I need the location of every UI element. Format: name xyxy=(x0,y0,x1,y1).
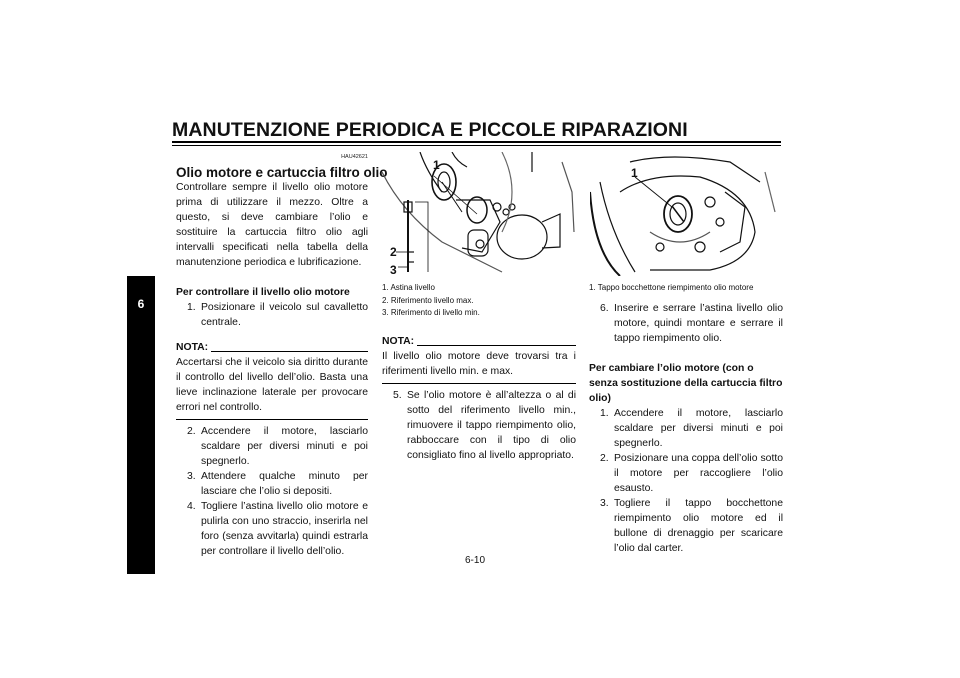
caption-1: 1. Astina livello xyxy=(382,283,435,292)
list-item: 1. Accendere il motore, lasciarlo scaldare per diversi minuti e poi spegnerlo. xyxy=(600,407,783,449)
nota-label: NOTA: xyxy=(382,335,415,347)
callout-2: 2 xyxy=(390,245,397,259)
column-1 xyxy=(176,150,388,559)
oil-cap-illustration xyxy=(590,152,782,276)
nota-end-rule xyxy=(382,383,576,384)
caption-1: 1. Tappo bocchettone riempimento olio motore xyxy=(589,283,754,292)
nota-header xyxy=(382,334,576,349)
list-item: 1. Posizionare il veicolo sul cavalletto centrale. xyxy=(187,302,368,328)
section-code: HAU42621 xyxy=(341,154,368,160)
change-heading: Per cambiare l’olio motore (con o senza sostituzione della cartuccia filtro olio) xyxy=(589,362,783,404)
nota-label: NOTA: xyxy=(176,342,209,353)
check-heading: Per controllare il livello olio motore xyxy=(176,287,350,298)
nota-text: Accertarsi che il veicolo sia diritto durante il controllo del livello dell’olio. Basta una lieve inclinazione laterale per provocare errori nel controllo. xyxy=(176,357,368,413)
nota-header xyxy=(176,340,368,355)
list-item: 3. Togliere il tappo bocchettone riempimento olio motore ed il bullone di drenaggio per scaricare l’olio dal carter. xyxy=(600,497,783,554)
column-2 xyxy=(382,282,576,463)
chapter-tab-number: 6 xyxy=(137,297,145,311)
nota-end-rule xyxy=(176,419,368,420)
callout-1: 1 xyxy=(631,166,638,180)
title-rule xyxy=(172,141,781,143)
page-title: MANUTENZIONE PERIODICA E PICCOLE RIPARAZIONI xyxy=(172,119,688,141)
list-item: 6. Inserire e serrare l’astina livello olio motore, quindi montare e serrare il tappo riempimento olio. xyxy=(600,302,783,344)
list-item: 5. Se l’olio motore è all’altezza o al di sotto del riferimento livello min., rimuovere il tappo riempimento olio, rabboccare con il tipo di olio consigliato fino al livello appropriato. xyxy=(393,389,576,461)
title-rule-thin xyxy=(172,145,781,146)
callout-1: 1 xyxy=(433,158,440,172)
list-item: 4. Togliere l’astina livello olio motore e pulirla con uno straccio, inserirla nel foro (senza avvitarla) quindi estrarla per controllare il livello dell’olio. xyxy=(187,501,368,557)
caption-2: 2. Riferimento livello max. xyxy=(382,295,474,305)
intro-paragraph: Controllare sempre il livello olio motore prima di utilizzare il mezzo. Oltre a questo, si deve cambiare l’olio e sostituire la cartuccia filtro olio agli intervalli specificati nella tabella della manutenzione periodica e lubrificazione. xyxy=(176,182,368,268)
list-item: 3. Attendere qualche minuto per lasciare che l’olio si depositi. xyxy=(187,471,368,497)
nota-text: Il livello olio motore deve trovarsi tra i riferimenti livello min. e max. xyxy=(382,350,576,377)
column-3 xyxy=(589,282,783,556)
chapter-tab xyxy=(127,276,155,574)
list-item: 2. Accendere il motore, lasciarlo scaldare per diversi minuti e poi spegnerlo. xyxy=(187,426,368,467)
list-item: 2. Posizionare una coppa dell’olio sotto il motore per raccogliere l’olio esausto. xyxy=(600,452,783,494)
section-title: Olio motore e cartuccia filtro olio xyxy=(176,165,388,180)
caption-3: 3. Riferimento di livello min. xyxy=(382,308,480,317)
callout-3: 3 xyxy=(390,263,397,277)
page-number: 6-10 xyxy=(465,555,486,566)
dipstick-illustration xyxy=(382,152,576,282)
